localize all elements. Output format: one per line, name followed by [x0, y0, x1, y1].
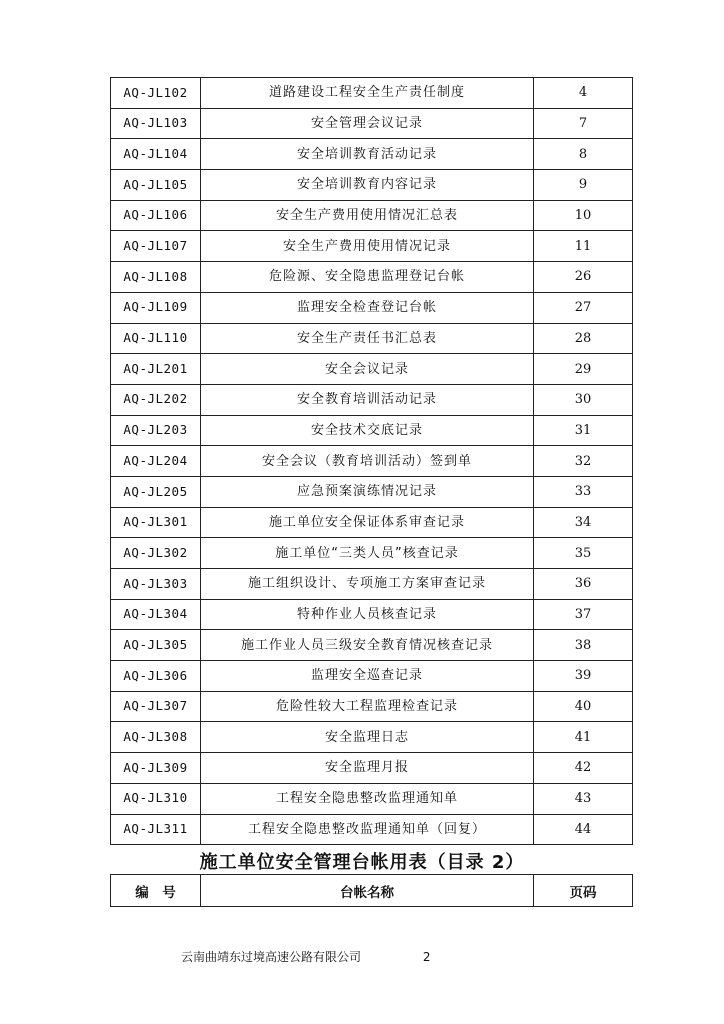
row-title: 应急预案演练情况记录: [201, 476, 534, 507]
table-row: [111, 538, 633, 569]
table-row: [111, 200, 633, 231]
row-page: 11: [534, 231, 633, 262]
row-code: AQ-JL204: [111, 446, 201, 477]
table-row: [111, 354, 633, 385]
row-page: 41: [534, 722, 633, 753]
row-code: AQ-JL304: [111, 599, 201, 630]
table-row: [111, 446, 633, 477]
row-code: AQ-JL201: [111, 354, 201, 385]
row-code: AQ-JL103: [111, 108, 201, 139]
table-row: [111, 814, 633, 845]
row-page: 32: [534, 446, 633, 477]
row-code: AQ-JL303: [111, 569, 201, 600]
table-row: [111, 108, 633, 139]
row-title: 安全培训教育内容记录: [201, 170, 534, 201]
row-title: 监理安全巡查记录: [201, 661, 534, 692]
row-code: AQ-JL205: [111, 476, 201, 507]
row-title: 道路建设工程安全生产责任制度: [201, 78, 534, 109]
section2-header-row: [111, 875, 633, 907]
header-name: 台帐名称: [201, 875, 534, 907]
table-row: [111, 569, 633, 600]
section-title: 施工单位安全管理台帐用表（目录 2）: [199, 852, 525, 873]
row-title: 监理安全检查登记台帐: [201, 292, 534, 323]
table-row: [111, 691, 633, 722]
table-row: [111, 170, 633, 201]
row-title: 施工组织设计、专项施工方案审查记录: [201, 569, 534, 600]
row-title: 安全生产费用使用情况记录: [201, 231, 534, 262]
row-title: 安全监理日志: [201, 722, 534, 753]
row-title: 特种作业人员核查记录: [201, 599, 534, 630]
row-code: AQ-JL310: [111, 783, 201, 814]
table-row: [111, 292, 633, 323]
row-page: 38: [534, 630, 633, 661]
row-page: 7: [534, 108, 633, 139]
row-title: 安全技术交底记录: [201, 415, 534, 446]
row-page: 33: [534, 476, 633, 507]
directory-table: [110, 77, 633, 845]
row-code: AQ-JL308: [111, 722, 201, 753]
row-code: AQ-JL301: [111, 507, 201, 538]
row-page: 43: [534, 783, 633, 814]
row-code: AQ-JL106: [111, 200, 201, 231]
table-row: [111, 599, 633, 630]
table-row: [111, 753, 633, 784]
row-code: AQ-JL109: [111, 292, 201, 323]
row-page: 4: [534, 78, 633, 109]
row-code: AQ-JL104: [111, 139, 201, 170]
table-row: [111, 722, 633, 753]
table-row: [111, 415, 633, 446]
row-title: 安全会议（教育培训活动）签到单: [201, 446, 534, 477]
row-page: 39: [534, 661, 633, 692]
row-page: 26: [534, 262, 633, 293]
row-code: AQ-JL311: [111, 814, 201, 845]
row-title: 危险性较大工程监理检查记录: [201, 691, 534, 722]
directory-table-body: [111, 78, 633, 845]
header-code: 编 号: [111, 875, 201, 907]
row-title: 安全生产责任书汇总表: [201, 323, 534, 354]
footer-company: 云南曲靖东过境高速公路有限公司: [181, 950, 362, 964]
row-title: 安全监理月报: [201, 753, 534, 784]
row-page: 35: [534, 538, 633, 569]
row-title: 工程安全隐患整改监理通知单: [201, 783, 534, 814]
row-code: AQ-JL302: [111, 538, 201, 569]
row-title: 施工单位“三类人员”核查记录: [201, 538, 534, 569]
row-code: AQ-JL102: [111, 78, 201, 109]
row-title: 安全教育培训活动记录: [201, 384, 534, 415]
row-page: 37: [534, 599, 633, 630]
row-page: 31: [534, 415, 633, 446]
row-page: 30: [534, 384, 633, 415]
row-page: 9: [534, 170, 633, 201]
row-page: 44: [534, 814, 633, 845]
row-code: AQ-JL307: [111, 691, 201, 722]
row-page: 36: [534, 569, 633, 600]
row-title: 安全生产费用使用情况汇总表: [201, 200, 534, 231]
row-code: AQ-JL108: [111, 262, 201, 293]
row-page: 28: [534, 323, 633, 354]
table-row: [111, 783, 633, 814]
row-page: 40: [534, 691, 633, 722]
row-code: AQ-JL305: [111, 630, 201, 661]
row-title: 安全会议记录: [201, 354, 534, 385]
row-title: 安全管理会议记录: [201, 108, 534, 139]
table-row: [111, 231, 633, 262]
section2-header-table: [110, 874, 633, 907]
row-page: 27: [534, 292, 633, 323]
row-page: 10: [534, 200, 633, 231]
row-code: AQ-JL110: [111, 323, 201, 354]
row-title: 施工单位安全保证体系审查记录: [201, 507, 534, 538]
footer-page-number: 2: [422, 950, 431, 964]
row-page: 34: [534, 507, 633, 538]
row-code: AQ-JL105: [111, 170, 201, 201]
row-title: 工程安全隐患整改监理通知单（回复）: [201, 814, 534, 845]
row-title: 施工作业人员三级安全教育情况核查记录: [201, 630, 534, 661]
row-page: 29: [534, 354, 633, 385]
page-footer: [181, 948, 430, 965]
table-row: [111, 630, 633, 661]
row-title: 安全培训教育活动记录: [201, 139, 534, 170]
table-row: [111, 384, 633, 415]
table-row: [111, 323, 633, 354]
table-row: [111, 262, 633, 293]
table-row: [111, 661, 633, 692]
row-code: AQ-JL309: [111, 753, 201, 784]
table-row: [111, 507, 633, 538]
header-page: 页码: [534, 875, 633, 907]
row-code: AQ-JL202: [111, 384, 201, 415]
row-code: AQ-JL203: [111, 415, 201, 446]
row-page: 8: [534, 139, 633, 170]
row-page: 42: [534, 753, 633, 784]
table-row: [111, 476, 633, 507]
table-row: [111, 139, 633, 170]
table-row: [111, 78, 633, 109]
row-code: AQ-JL306: [111, 661, 201, 692]
row-code: AQ-JL107: [111, 231, 201, 262]
row-title: 危险源、安全隐患监理登记台帐: [201, 262, 534, 293]
